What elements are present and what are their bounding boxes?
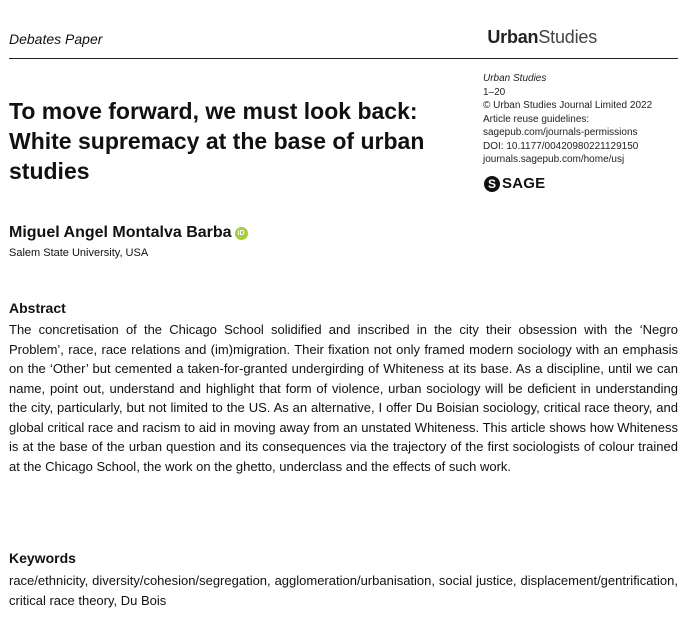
abstract-text: The concretisation of the Chicago School solidified and inscribed in the city their obsession with the ‘Negro Problem’, race, race relations and (im)migration. Their fixation not only framed modern sociology with an emphasis on the ‘Other’ but cemented a taken-for-granted undergirding of Whiteness at its base. As a discipline, until we can name, point out, understand and highlight that form of violence, urban sociology will be deficient in understanding the city, particularly, but not limited to the US. As an alternative, I offer Du Boisian sociology, critical race theory, and global critical race and racism to aid in moving away from an unstated Whiteness. This article shows how Whiteness is at the base of the urban question and its consequences via the trajectory of the first sociologists of colour trained at the Chicago School, the work on the ghetto, underclass and the effects of such work. [9,322,678,474]
meta-journal-name: Urban Studies [483,73,547,84]
author-line [9,224,248,242]
journal-logo-light: Studies [538,27,597,47]
abstract-heading: Abstract [9,300,66,316]
section-label: Debates Paper [9,31,103,47]
journal-logo-bold: Urban [487,27,539,47]
meta-doi[interactable]: DOI: 10.1177/00420980221129150 [483,140,639,152]
author-affiliation: Salem State University, USA [9,247,149,259]
article-title: To move forward, we must look back: White supremacy at the base of urban studies [9,98,425,184]
orcid-icon[interactable]: iD [235,227,248,240]
meta-reuse-link[interactable]: sagepub.com/journals-permissions [483,127,638,138]
keywords-heading: Keywords [9,550,76,566]
publisher-logo [484,175,545,192]
author-name: Miguel Angel Montalva Barba [9,224,232,241]
meta-journal-url[interactable]: journals.sagepub.com/home/usj [483,154,625,165]
meta-copyright: © Urban Studies Journal Limited 2022 [483,100,653,111]
sage-wordmark: SAGE [502,175,546,192]
journal-logo [487,27,597,48]
keywords-text: race/ethnicity, diversity/cohesion/segregation, agglomeration/urbanisation, social justice, displacement/gentrification, critical race theory, Du Bois [9,573,678,608]
article-metadata [483,72,652,167]
header-divider [9,58,678,59]
meta-reuse-label: Article reuse guidelines: [483,113,590,125]
sage-icon: S [484,176,500,192]
meta-pages: 1–20 [483,86,506,98]
